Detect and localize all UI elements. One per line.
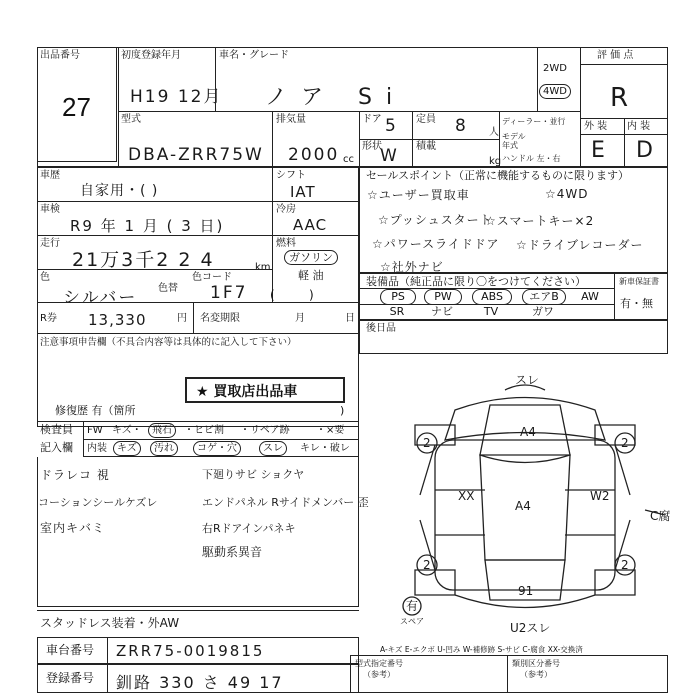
fuel-gas: ガソリン [284, 250, 338, 265]
cc-value: 2000 [288, 145, 340, 165]
sales-4: ☆パワースライドドア [372, 237, 500, 251]
equip-navi: ナビ [431, 305, 453, 318]
code-r2-4: スレ [259, 441, 287, 456]
notice-label: 注意事項申告欄（不具合内容等は具体的に記入して下さい） [40, 337, 297, 348]
note-0: ドラレコ 視 [40, 468, 110, 482]
history-label: 車歴 [40, 170, 60, 181]
code-r1-1: キズ・ [112, 425, 142, 436]
equip-pw: PW [424, 289, 462, 305]
shift-label: シフト [276, 170, 306, 181]
ext-value: E [591, 138, 607, 163]
first-reg-label: 初度登録年月 [121, 50, 181, 61]
reg-label: 登録番号 [46, 671, 95, 685]
int-label: 内 装 [627, 121, 651, 132]
code-r2-0: 内装 [87, 443, 107, 454]
note-5: 右Rドアインパネキ [202, 522, 296, 535]
cc-unit: cc [343, 154, 354, 165]
mark-right-side: W2 [590, 489, 610, 503]
repair-label: 修復歴 有（箇所 [55, 404, 136, 417]
code-r1-2: 飛石 [148, 423, 176, 438]
mark-spare: 有 [406, 599, 419, 613]
car-diagram [360, 370, 690, 640]
equip-label: 装備品（純正品に限り〇をつけてください） [366, 275, 586, 288]
ac-value: AAC [293, 216, 328, 234]
later-box [359, 320, 668, 354]
color-code-label: 色コード [192, 272, 232, 283]
shipper-label: 型式指定番号 [355, 659, 403, 668]
ext-label: 外 装 [584, 121, 608, 132]
ac-label: 冷房 [276, 204, 296, 215]
inspect-value: R9 年 1 月 ( 3 日) [70, 217, 225, 235]
code-r2-1: キズ [113, 441, 141, 456]
km-unit: km [255, 262, 271, 273]
cap-unit: 人 [489, 127, 499, 138]
chassis-label: 車台番号 [46, 643, 95, 657]
code-r2-3: コゲ・穴 [193, 441, 241, 456]
code-r2-5: キレ・破レ [300, 443, 350, 454]
mileage-label: 走行 [40, 238, 60, 249]
cap-label: 定員 [416, 114, 436, 125]
model-label: 型式 [121, 114, 141, 125]
sales-label: セールスポイント（正常に機能するものに限ります） [366, 169, 630, 182]
tax-unit: 円 [177, 313, 187, 324]
warranty-label: 新車保証書 [619, 277, 659, 286]
shape-value: W [380, 146, 399, 166]
buyback-label: ★ 買取店出品車 [196, 384, 298, 400]
mark-lr: 2 [423, 558, 431, 572]
cc-label: 排気量 [276, 114, 306, 125]
model-year-label: モデル年式 [502, 132, 526, 150]
eval-label: 評 価 点 [597, 50, 634, 61]
limit-day: 日 [345, 313, 355, 324]
studless-note: スタッドレス装着・外AW [40, 616, 180, 630]
model-value: DBA-ZRR75W [128, 145, 264, 165]
tax-label: R券 [40, 313, 57, 324]
shape-label: 形状 [362, 141, 382, 152]
dealer-label: ディーラー・並行 [502, 117, 566, 126]
mark-hood: A4 [520, 425, 536, 439]
damage-legend: A-キズ E-エクボ U-凹み W-補修跡 S-サビ C-腐食 XX-交換済 [380, 645, 583, 654]
mark-left-side: XX [458, 489, 475, 503]
sales-5: ☆ドライブレコーダー [516, 238, 644, 252]
fuel-diesel: 軽 油 [298, 269, 324, 282]
code-r1-4: ・リペア跡 [240, 425, 290, 436]
fuel-label: 燃料 [276, 238, 296, 249]
chassis-value: ZRR75-0019815 [116, 642, 265, 660]
mark-center: A4 [515, 499, 531, 513]
inspect-fields-label: 検査員 [40, 423, 73, 436]
lot-number: 27 [62, 92, 91, 122]
equip-gawa: ガワ [532, 305, 554, 318]
note-1: コーションシールケズレ [38, 496, 158, 509]
history-value: 自家用・( ) [80, 183, 159, 199]
color-code-value: 1F7 [210, 283, 248, 303]
mark-rear: 91 [518, 584, 534, 598]
later-label: 後日品 [366, 323, 396, 334]
load-label: 積載 [416, 141, 436, 152]
sales-0: ☆ユーザー買取車 [367, 188, 470, 202]
name-value: ノア Si [265, 85, 407, 110]
color-change-label: 色替 [158, 283, 178, 294]
color-value: シルバー [63, 288, 138, 308]
code-r1-3: ・ヒビ割 [184, 425, 224, 436]
door-value: 5 [385, 116, 398, 136]
mark-top: スレ [515, 373, 540, 387]
eval-value: R [610, 83, 631, 113]
name-label: 車名・グレード [219, 50, 289, 61]
mark-rf: 2 [621, 436, 629, 450]
equip-tv: TV [483, 305, 499, 318]
kg-unit: kg [489, 156, 502, 167]
limit-label: 名変期限 [200, 313, 240, 324]
mark-spare-label: スペア [400, 617, 424, 626]
shift-value: IAT [290, 183, 316, 201]
inspect-label: 車検 [40, 204, 60, 215]
cap-value: 8 [455, 116, 468, 136]
mark-c-note: C腐 [650, 509, 671, 523]
class-label: 類別区分番号 [512, 659, 560, 668]
sales-6: ☆社外ナビ [380, 260, 444, 274]
lot-label: 出品番号 [40, 50, 80, 61]
equip-airbag: エアB [522, 289, 566, 305]
mark-lf: 2 [423, 436, 431, 450]
equip-aw: AW [581, 290, 599, 303]
sales-3: ☆スマートキー×2 [485, 214, 595, 228]
entry-label: 記入欄 [40, 441, 73, 454]
equip-abs: ABS [472, 289, 512, 305]
mark-rr: 2 [621, 558, 629, 572]
drive-4wd: 4WD [539, 84, 571, 99]
door-label: ドア [362, 114, 382, 125]
mileage-value: 21万3千2 2 4 [72, 249, 215, 271]
code-r1-5: ・×要 [316, 425, 345, 436]
repair-close: ) [340, 404, 345, 417]
note-3: 下廻りサビ ショクヤ [202, 468, 305, 481]
first-reg-value: H19 12月 [130, 87, 223, 107]
drive-2wd: 2WD [543, 63, 567, 74]
note-4: エンドパネル Rサイドメンバー 歪 [202, 496, 369, 509]
code-r1-0: FW [87, 425, 103, 436]
reg-value: 釧路 330 さ 49 17 [116, 673, 284, 692]
warranty-value: 有・無 [620, 297, 653, 310]
note-6: 駆動系異音 [202, 545, 263, 559]
color-paren: ( ) [270, 288, 314, 302]
tax-value: 13,330 [88, 311, 147, 329]
shipper-sub: （参考） [363, 670, 395, 679]
class-sub: （参考） [520, 670, 552, 679]
code-r2-2: 汚れ [150, 441, 178, 456]
int-value: D [636, 138, 655, 163]
color-label: 色 [40, 272, 50, 283]
sales-2: ☆プッシュスタート [378, 213, 493, 227]
sales-1: ☆4WD [545, 187, 589, 201]
note-2: 室内キバミ [40, 521, 106, 535]
limit-month: 月 [295, 313, 305, 324]
equip-sr: SR [389, 305, 405, 318]
mark-bottom: U2スレ [510, 621, 551, 635]
handle-label: ハンドル 左・右 [502, 154, 561, 163]
equip-ps: PS [380, 289, 416, 305]
